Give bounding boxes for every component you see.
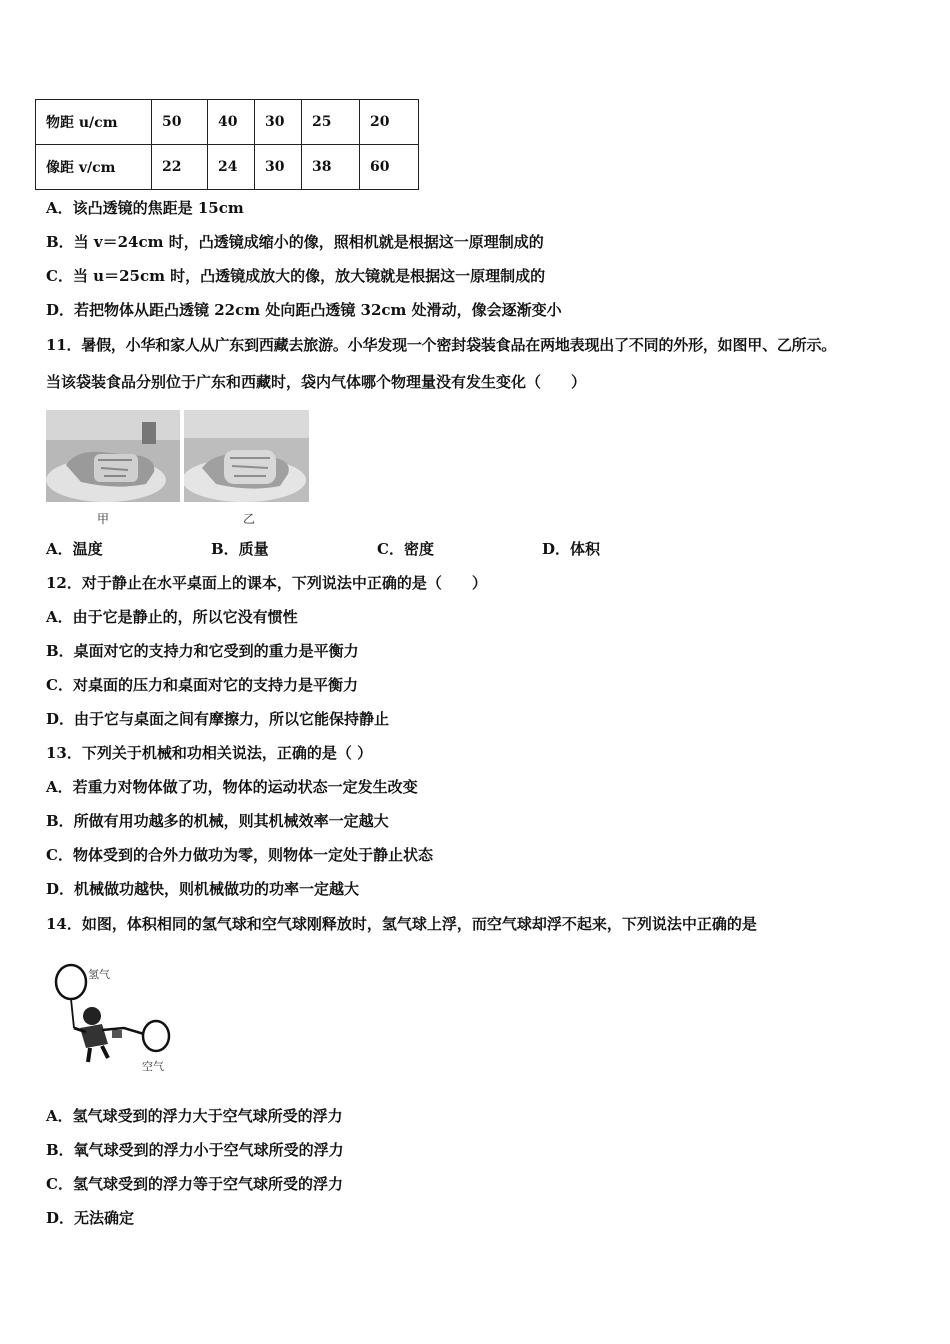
q11-option-d: D．体积 — [542, 540, 601, 558]
balloons-figure — [52, 958, 182, 1076]
q12-option-c: C．对桌面的压力和桌面对它的支持力是平衡力 — [46, 676, 358, 694]
table-header-cell: 像距 v/cm — [36, 145, 152, 190]
food-bag-illustration — [184, 410, 309, 502]
table-cell: 30 — [255, 145, 302, 190]
q11-option-c: C．密度 — [377, 540, 434, 558]
q12-option-a: A．由于它是静止的，所以它没有惯性 — [46, 608, 298, 626]
photo-caption-right: 乙 — [243, 512, 256, 526]
table-row — [36, 100, 419, 145]
q11-option-b: B．质量 — [211, 540, 269, 558]
q10-option-a: A．该凸透镜的焦距是 15cm — [46, 199, 244, 217]
table-row — [36, 145, 419, 190]
table-header-cell: 物距 u/cm — [36, 100, 152, 145]
food-bag-illustration — [46, 410, 180, 502]
q12-option-d: D．由于它与桌面之间有摩擦力，所以它能保持静止 — [46, 710, 390, 728]
air-label: 空气 — [142, 1060, 164, 1073]
table-cell: 60 — [360, 145, 419, 190]
q13-stem: 13．下列关于机械和功相关说法，正确的是（ ） — [46, 744, 373, 762]
food-bag-photo-guangdong — [46, 410, 180, 502]
object-image-distance-table — [35, 99, 419, 190]
table-cell: 22 — [152, 145, 208, 190]
table-cell: 25 — [302, 100, 360, 145]
q10-option-d: D．若把物体从距凸透镜 22cm 处向距凸透镜 32cm 处滑动，像会逐渐变小 — [46, 301, 562, 319]
q10-option-c: C．当 u＝25cm 时，凸透镜成放大的像，放大镜就是根据这一原理制成的 — [46, 267, 546, 285]
photo-caption-left: 甲 — [97, 512, 110, 526]
q14-option-b: B．氧气球受到的浮力小于空气球所受的浮力 — [46, 1141, 344, 1159]
q14-option-d: D．无法确定 — [46, 1209, 135, 1227]
table-cell: 30 — [255, 100, 302, 145]
q13-option-d: D．机械做功越快，则机械做功的功率一定越大 — [46, 880, 360, 898]
q13-option-c: C．物体受到的合外力做功为零，则物体一定处于静止状态 — [46, 846, 433, 864]
q14-stem: 14．如图，体积相同的氢气球和空气球刚释放时，氢气球上浮，而空气球却浮不起来，下列说法中正确的是 — [46, 915, 757, 933]
table-cell: 20 — [360, 100, 419, 145]
q13-option-a: A．若重力对物体做了功，物体的运动状态一定发生改变 — [46, 778, 418, 796]
q14-option-a: A．氢气球受到的浮力大于空气球所受的浮力 — [46, 1107, 343, 1125]
q14-option-c: C．氢气球受到的浮力等于空气球所受的浮力 — [46, 1175, 343, 1193]
food-bag-photo-tibet — [184, 410, 309, 502]
q13-option-b: B．所做有用功越多的机械，则其机械效率一定越大 — [46, 812, 389, 830]
q11-stem-line1: 11．暑假，小华和家人从广东到西藏去旅游。小华发现一个密封袋装食品在两地表现出了不同的外形，如图甲、乙所示。 — [46, 336, 837, 354]
table-cell: 24 — [208, 145, 255, 190]
q10-option-b: B．当 v＝24cm 时，凸透镜成缩小的像，照相机就是根据这一原理制成的 — [46, 233, 544, 251]
q11-stem-line2: 当该袋装食品分别位于广东和西藏时，袋内气体哪个物理量没有发生变化（ ） — [46, 373, 587, 391]
q12-option-b: B．桌面对它的支持力和它受到的重力是平衡力 — [46, 642, 359, 660]
hydrogen-label: 氢气 — [88, 968, 110, 981]
q12-stem: 12．对于静止在水平桌面上的课本，下列说法中正确的是（ ） — [46, 574, 487, 592]
table-cell: 50 — [152, 100, 208, 145]
table-cell: 40 — [208, 100, 255, 145]
table-cell: 38 — [302, 145, 360, 190]
q11-option-a: A．温度 — [46, 540, 103, 558]
